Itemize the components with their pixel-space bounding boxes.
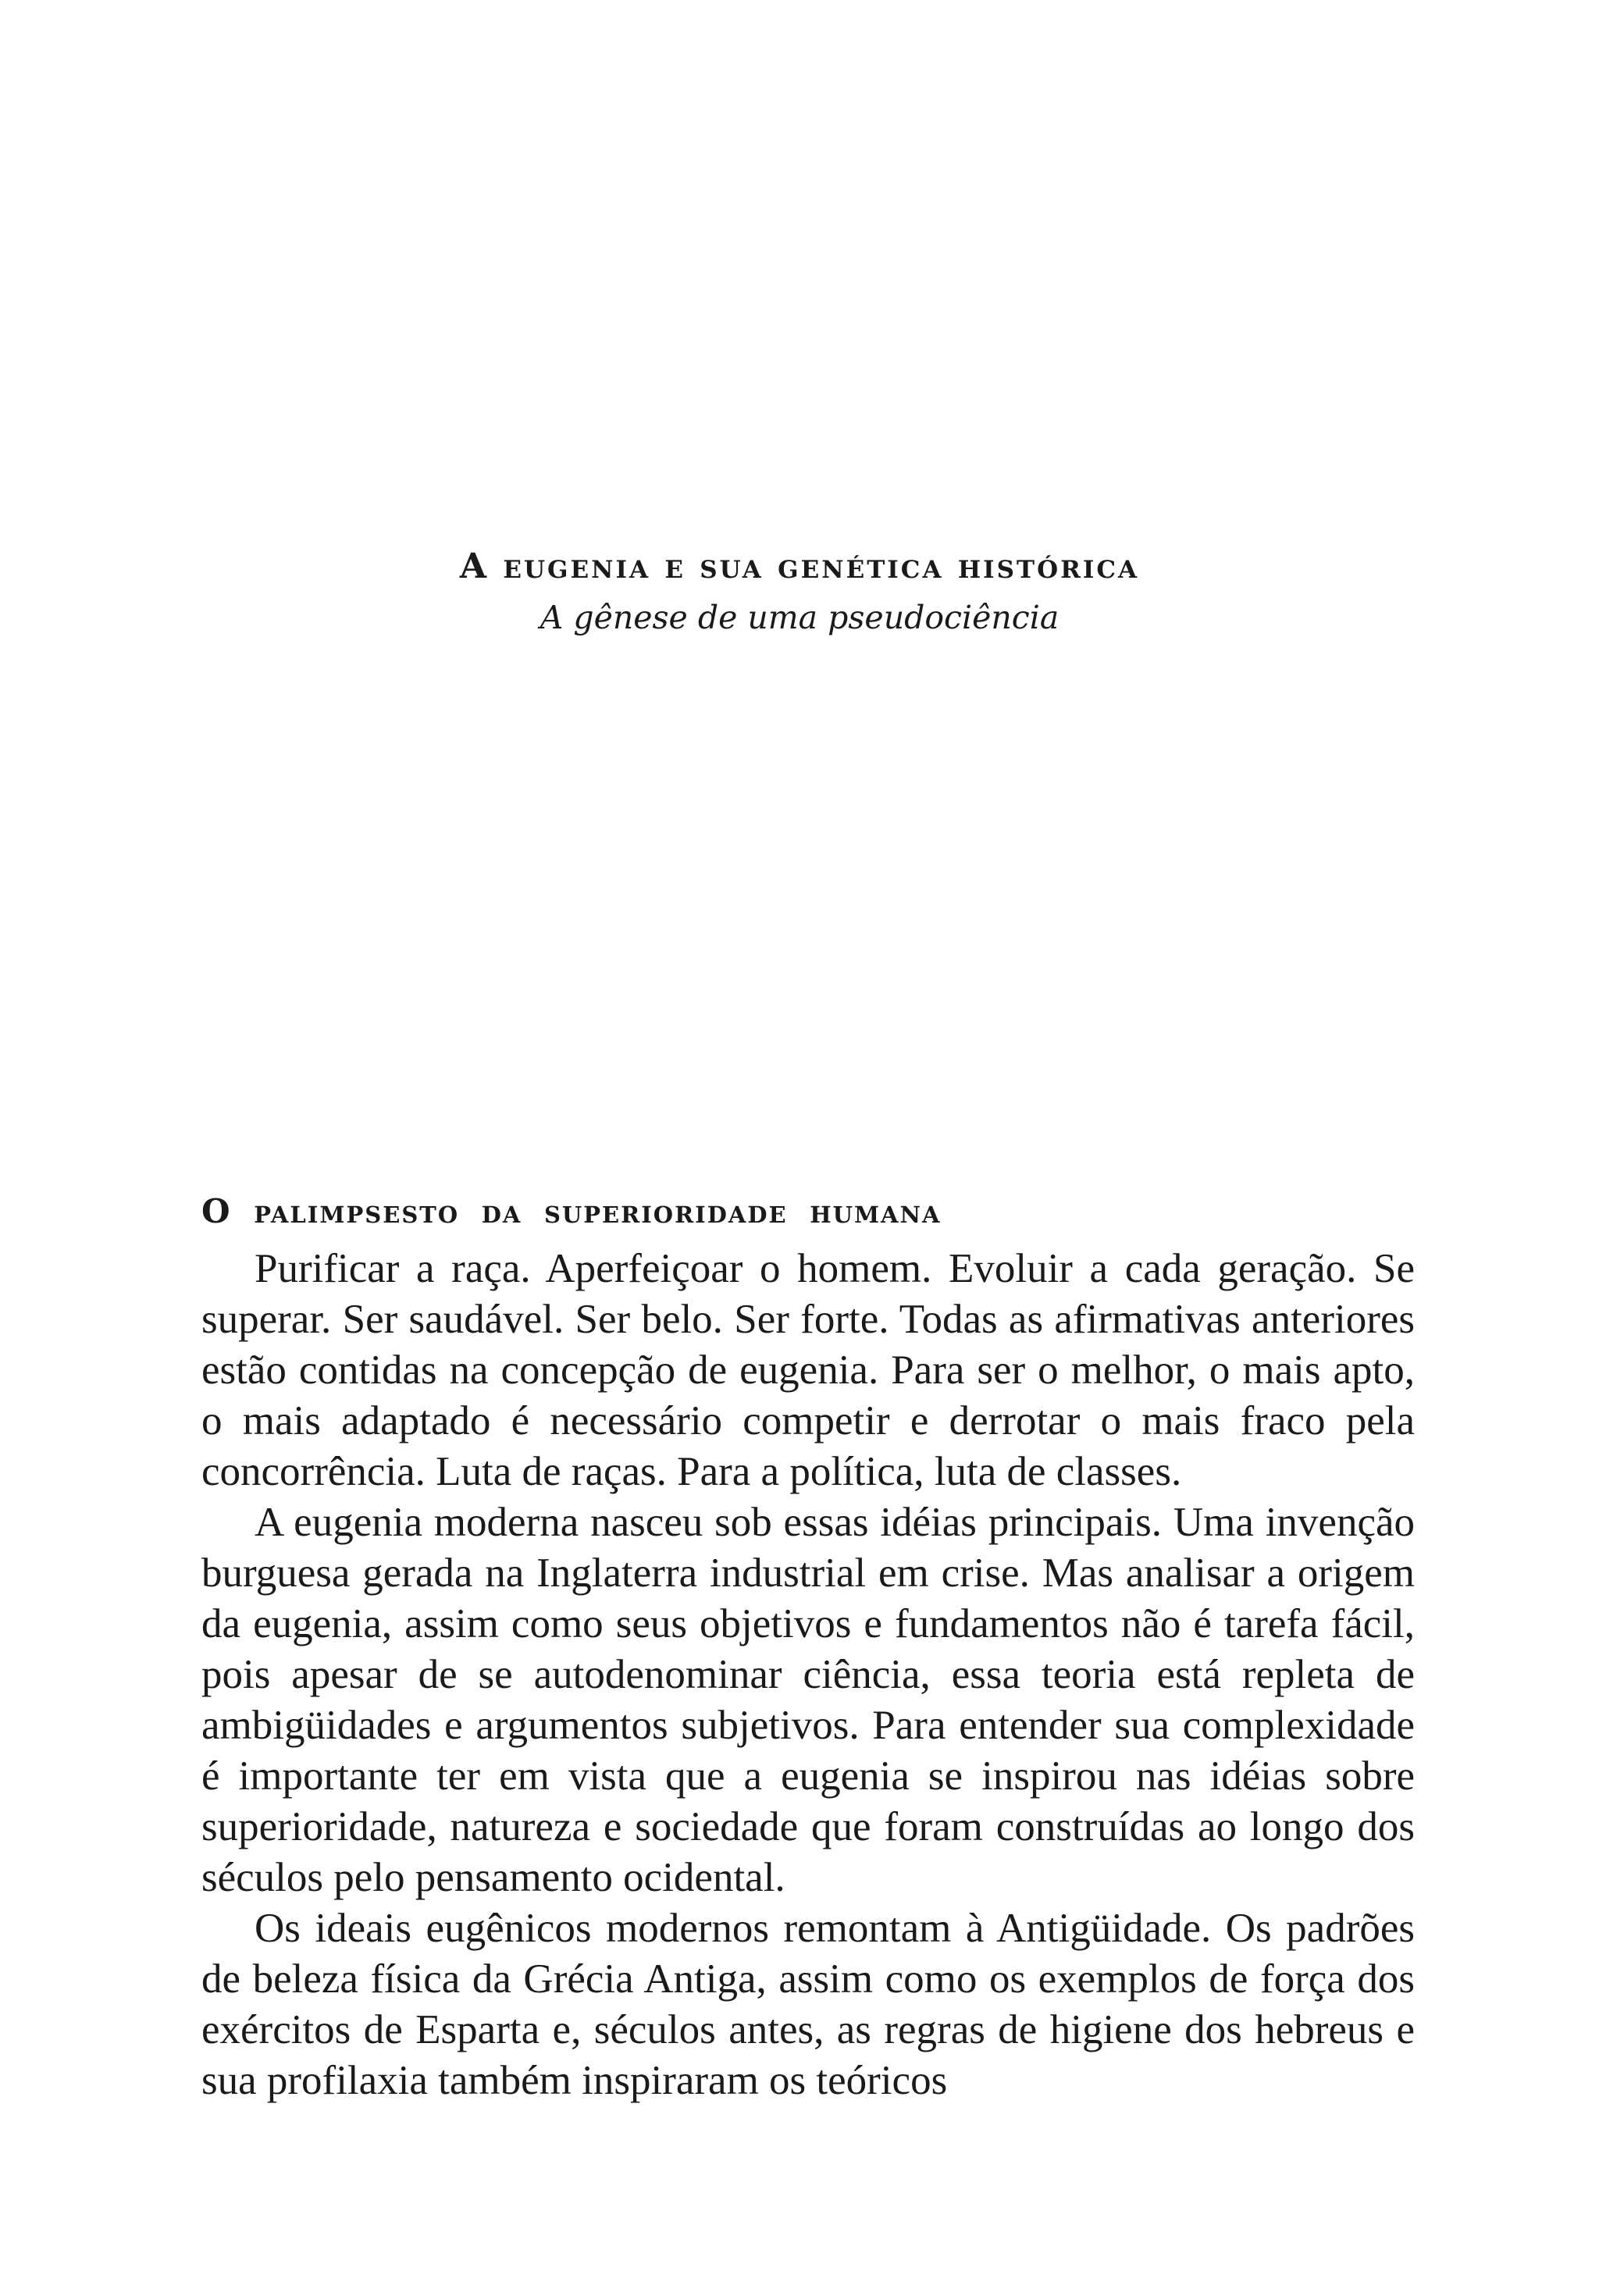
paragraph-3: Os ideais eugênicos modernos remontam à Antigüidade. Os padrões de beleza física da Grécia Antiga, assim como os exemplos de força dos exércitos de Esparta e, séculos antes, as regras de higiene dos hebreus e sua profilaxia também inspiraram os teóricos <box>201 1906 1415 2104</box>
chapter-subtitle: A gênese de uma pseudociência <box>540 598 1059 636</box>
paragraph-1: Purificar a raça. Aperfeiçoar o homem. Evoluir a cada geração. Se superar. Ser saudável. Ser belo. Ser forte. Todas as afirmativas anteriores estão contidas na concepção de eugenia. Para ser o melhor, o mais apto, o mais adaptado é necessário competir e derrotar o mais fraco pela concorrência. Luta de raças. Para a política, luta de classes. <box>201 1246 1415 1495</box>
chapter-heading <box>0 546 1599 637</box>
section-body <box>201 1192 1415 2106</box>
section-title: O palimpsesto da superioridade humana <box>201 1192 942 1230</box>
chapter-title: A eugenia e sua genética histórica <box>459 546 1140 586</box>
paragraph-2: A eugenia moderna nasceu sob essas idéias principais. Uma invenção burguesa gerada na Inglaterra industrial em crise. Mas analisar a origem da eugenia, assim como seus objetivos e fundamentos não é tarefa fácil, pois apesar de se autodenominar ciência, essa teoria está repleta de ambigüidades e argumentos subjetivos. Para entender sua complexidade é importante ter em vista que a eugenia se inspirou nas idéias sobre superioridade, natureza e sociedade que foram construídas ao longo dos séculos pelo pensamento ocidental. <box>201 1500 1415 1901</box>
